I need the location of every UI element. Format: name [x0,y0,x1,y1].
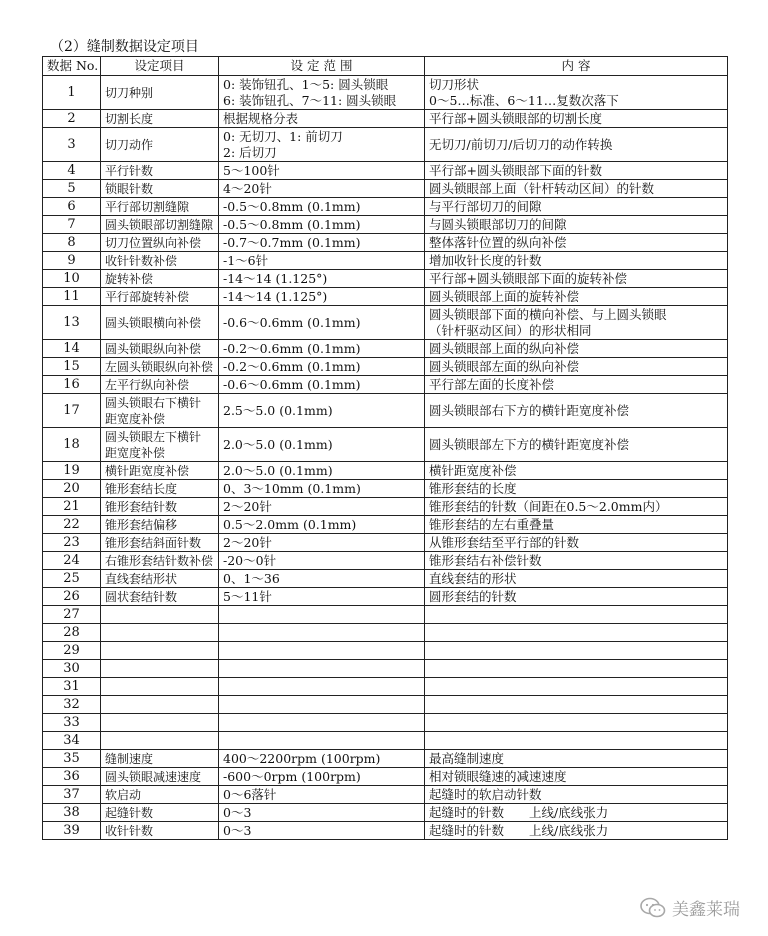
setting-item-cell [101,606,219,624]
setting-range-cell-line: -0.2～0.6mm (0.1mm) [223,358,361,374]
setting-range-cell-line: 2～20针 [223,534,272,550]
table-row [43,76,728,110]
data-no-cell: 35 [43,750,101,768]
setting-item-cell [101,696,219,714]
setting-item-cell-line: 圆头锁眼减速速度 [105,769,202,784]
table-row [43,534,728,552]
setting-range-cell [219,678,425,696]
setting-range-cell-line: 4～20针 [223,180,272,196]
setting-range-cell [219,376,425,394]
setting-item-cell [101,428,219,462]
data-no-cell: 28 [43,624,101,642]
setting-item-cell-line: 直线套结形状 [105,571,178,586]
content-cell [425,358,728,376]
setting-item-cell-line: 右锥形套结针数补偿 [105,553,214,568]
content-cell-line: 直线套结的形状 [429,570,517,586]
table-row [43,110,728,128]
table-row [43,624,728,642]
data-no-cell: 27 [43,606,101,624]
setting-range-cell [219,428,425,462]
table-row [43,804,728,822]
data-no-cell: 38 [43,804,101,822]
data-no-cell: 24 [43,552,101,570]
table-row [43,750,728,768]
setting-item-cell [101,162,219,180]
setting-range-cell [219,696,425,714]
content-cell [425,768,728,786]
data-no-cell: 32 [43,696,101,714]
setting-item-cell-line: 圆头锁眼部切割缝隙 [105,217,214,232]
table-row [43,498,728,516]
setting-range-cell-line: -0.2～0.6mm (0.1mm) [223,340,361,356]
setting-item-cell [101,270,219,288]
content-cell-line: 切刀形状 [429,76,480,92]
content-cell [425,678,728,696]
content-cell-line: 平行部+圆头锁眼部下面的旋转补偿 [429,270,627,286]
setting-item-cell-line: 切刀动作 [105,137,154,152]
table-row [43,198,728,216]
setting-item-cell [101,340,219,358]
setting-item-cell [101,534,219,552]
data-no-cell: 16 [43,376,101,394]
content-cell-line: 增加收针长度的针数 [429,252,542,268]
content-cell-line: 锥形套结的长度 [429,480,517,496]
setting-range-cell-line: 5～100针 [223,162,280,178]
table-row [43,642,728,660]
header-data-no: 数据 No. [43,57,101,76]
setting-item-cell [101,786,219,804]
setting-item-cell-line: 锥形套结偏移 [105,517,178,532]
setting-item-cell-line: 软启动 [105,787,142,802]
table-row [43,394,728,428]
setting-item-cell [101,552,219,570]
setting-range-cell-line: 2: 后切刀 [223,144,277,160]
header-setting-item: 设定项目 [101,57,219,76]
setting-item-cell [101,128,219,162]
content-cell [425,498,728,516]
data-no-cell: 5 [43,180,101,198]
content-cell-line: 锥形套结右补偿针数 [429,552,542,568]
data-no-cell: 31 [43,678,101,696]
setting-range-cell-line: -0.7～0.7mm (0.1mm) [223,234,361,250]
content-cell [425,588,728,606]
setting-item-cell-line: 切割长度 [105,111,154,126]
setting-item-cell-line: 左平行纵向补偿 [105,377,190,392]
setting-range-cell [219,642,425,660]
setting-item-cell [101,376,219,394]
content-cell [425,534,728,552]
data-no-cell: 20 [43,480,101,498]
content-cell-line: 锥形套结的左右重叠量 [429,516,555,532]
setting-range-cell [219,750,425,768]
setting-range-cell [219,516,425,534]
setting-item-cell [101,358,219,376]
setting-item-cell [101,216,219,234]
data-no-cell: 1 [43,76,101,110]
content-cell [425,822,728,840]
content-cell-line: 圆头锁眼部上面（针杆转动区间）的针数 [429,180,655,196]
setting-range-cell-line: -14～14 (1.125°) [223,288,328,304]
setting-item-cell-line: 起缝针数 [105,805,154,820]
header-content: 内 容 [425,57,728,76]
content-cell [425,732,728,750]
setting-range-cell [219,340,425,358]
content-cell [425,660,728,678]
table-row [43,714,728,732]
setting-range-cell-line: 0: 装饰钮孔、1～5: 圆头锁眼 [223,76,389,92]
content-cell-line: 横针距宽度补偿 [429,462,517,478]
data-no-cell: 39 [43,822,101,840]
data-no-cell: 14 [43,340,101,358]
setting-item-cell [101,678,219,696]
content-cell [425,462,728,480]
setting-item-cell-line: 平行针数 [105,163,154,178]
content-cell-line: 整体落针位置的纵向补偿 [429,234,567,250]
setting-item-cell-line: 圆头锁眼横向补偿 [105,315,202,330]
content-cell [425,162,728,180]
setting-range-cell [219,180,425,198]
content-cell [425,394,728,428]
setting-range-cell-line: 6: 装饰钮孔、7～11: 圆头锁眼 [223,92,397,108]
table-row [43,606,728,624]
setting-item-cell-line: 缝制速度 [105,751,154,766]
table-row [43,340,728,358]
setting-range-cell-line: 0～6落针 [223,786,277,802]
data-no-cell: 3 [43,128,101,162]
setting-range-cell [219,606,425,624]
setting-range-cell [219,804,425,822]
setting-item-cell [101,288,219,306]
setting-range-cell [219,216,425,234]
setting-item-cell-line: 锥形套结斜面针数 [105,535,202,550]
content-cell-line: （针杆驱动区间）的形状相同 [429,322,592,338]
watermark-text: 美鑫莱瑞 [672,900,740,920]
setting-item-cell-line: 横针距宽度补偿 [105,463,190,478]
table-row [43,588,728,606]
page-heading: （2）缝制数据设定项目 [50,39,199,55]
content-cell-line: 锥形套结的针数（间距在0.5～2.0mm内） [429,498,668,514]
setting-range-cell-line: -600～0rpm (100rpm) [223,768,361,784]
setting-item-cell-line: 锥形套结长度 [105,481,178,496]
setting-item-cell-line: 锁眼针数 [105,181,154,196]
setting-range-cell [219,128,425,162]
table-row [43,462,728,480]
content-cell-line: 圆头锁眼部左面的纵向补偿 [429,358,580,374]
table-row [43,786,728,804]
setting-item-cell-line: 切刀种别 [105,85,154,100]
content-cell-line: 圆头锁眼部上面的旋转补偿 [429,288,580,304]
setting-range-cell [219,822,425,840]
table-row [43,768,728,786]
table-row [43,678,728,696]
content-cell-line: 圆形套结的针数 [429,588,517,604]
sewing-data-settings-table [42,56,728,840]
table-row [43,306,728,340]
setting-range-cell-line: 5～11针 [223,588,272,604]
content-cell [425,714,728,732]
setting-range-cell [219,498,425,516]
data-no-cell: 21 [43,498,101,516]
setting-item-cell [101,750,219,768]
setting-item-cell-line: 旋转补偿 [105,271,154,286]
setting-range-cell-line: -0.5～0.8mm (0.1mm) [223,198,361,214]
setting-item-cell [101,462,219,480]
setting-item-cell-line: 平行部旋转补偿 [105,289,190,304]
data-no-cell: 4 [43,162,101,180]
table-row [43,428,728,462]
table-row [43,162,728,180]
setting-item-cell-line: 切刀位置纵向补偿 [105,235,202,250]
table-row [43,696,728,714]
content-cell [425,606,728,624]
setting-range-cell-line: -1～6针 [223,252,269,268]
setting-range-cell [219,76,425,110]
setting-item-cell [101,660,219,678]
content-cell [425,480,728,498]
data-no-cell: 18 [43,428,101,462]
content-cell [425,376,728,394]
setting-range-cell-line: 2.5～5.0 (0.1mm) [223,402,333,418]
setting-range-cell [219,588,425,606]
setting-range-cell [219,552,425,570]
content-cell-line: 与圆头锁眼部切刀的间隙 [429,216,567,232]
content-cell-line: 圆头锁眼部左下方的横针距宽度补偿 [429,436,630,452]
content-cell [425,786,728,804]
setting-range-cell-line: 0～3 [223,822,252,838]
content-cell-line: 平行部左面的长度补偿 [429,376,555,392]
setting-item-cell [101,822,219,840]
setting-item-cell [101,642,219,660]
table-row [43,516,728,534]
data-no-cell: 26 [43,588,101,606]
data-no-cell: 19 [43,462,101,480]
table-row [43,570,728,588]
data-no-cell: 17 [43,394,101,428]
content-cell-line: 0～5…标准、6～11…复数次落下 [429,92,619,108]
setting-range-cell [219,732,425,750]
setting-range-cell [219,480,425,498]
setting-item-cell [101,76,219,110]
setting-range-cell [219,110,425,128]
setting-item-cell [101,394,219,428]
content-cell-line: 平行部+圆头锁眼部的切割长度 [429,110,602,126]
setting-range-cell [219,534,425,552]
table-row [43,480,728,498]
content-cell [425,110,728,128]
setting-range-cell-line: 0.5～2.0mm (0.1mm) [223,516,357,532]
setting-range-cell-line: 0、1～36 [223,570,280,586]
watermark [640,895,740,920]
data-no-cell: 37 [43,786,101,804]
setting-range-cell-line: 2.0～5.0 (0.1mm) [223,462,333,478]
setting-range-cell [219,768,425,786]
setting-item-cell [101,732,219,750]
table-row [43,822,728,840]
setting-range-cell [219,306,425,340]
data-no-cell: 9 [43,252,101,270]
content-cell-line: 圆头锁眼部右下方的横针距宽度补偿 [429,402,630,418]
setting-item-cell-line: 锥形套结针数 [105,499,178,514]
header-setting-range: 设 定 范 围 [219,57,425,76]
setting-item-cell [101,588,219,606]
content-cell-line: 平行部+圆头锁眼部下面的针数 [429,162,602,178]
content-cell [425,428,728,462]
setting-range-cell-line: 0～3 [223,804,252,820]
data-no-cell: 29 [43,642,101,660]
content-cell [425,216,728,234]
data-no-cell: 6 [43,198,101,216]
setting-range-cell-line: 400～2200rpm (100rpm) [223,750,381,766]
content-cell-line: 圆头锁眼部上面的纵向补偿 [429,340,580,356]
content-cell [425,180,728,198]
setting-item-cell [101,768,219,786]
setting-item-cell [101,804,219,822]
setting-item-cell-line: 距宽度补偿 [105,411,166,426]
content-cell [425,750,728,768]
setting-item-cell [101,252,219,270]
setting-item-cell [101,110,219,128]
content-cell-line: 起缝时的针数 上线/底线张力 [429,804,609,820]
setting-range-cell [219,234,425,252]
setting-range-cell-line: -0.6～0.6mm (0.1mm) [223,314,361,330]
setting-range-cell [219,660,425,678]
table-row [43,234,728,252]
content-cell [425,270,728,288]
setting-item-cell-line: 圆头锁眼右下横针 [105,395,202,410]
content-cell [425,76,728,110]
content-cell [425,516,728,534]
setting-range-cell-line: 根据规格分表 [223,110,299,126]
setting-item-cell [101,714,219,732]
data-no-cell: 25 [43,570,101,588]
table-row [43,128,728,162]
data-no-cell: 34 [43,732,101,750]
setting-item-cell-line: 收针针数补偿 [105,253,178,268]
setting-range-cell [219,394,425,428]
setting-range-cell [219,288,425,306]
setting-item-cell [101,570,219,588]
content-cell [425,624,728,642]
data-no-cell: 30 [43,660,101,678]
setting-item-cell [101,498,219,516]
content-cell-line: 与平行部切刀的间隙 [429,198,542,214]
setting-range-cell [219,198,425,216]
table-row [43,660,728,678]
setting-range-cell [219,252,425,270]
content-cell [425,642,728,660]
data-no-cell: 2 [43,110,101,128]
data-no-cell: 11 [43,288,101,306]
setting-item-cell [101,516,219,534]
setting-range-cell [219,358,425,376]
table-header-row [43,57,728,76]
setting-range-cell-line: -14～14 (1.125°) [223,270,328,286]
content-cell [425,234,728,252]
setting-range-cell [219,162,425,180]
table-body [43,76,728,840]
content-cell [425,252,728,270]
table-row [43,180,728,198]
data-no-cell: 13 [43,306,101,340]
data-no-cell: 8 [43,234,101,252]
content-cell [425,804,728,822]
content-cell [425,696,728,714]
setting-item-cell-line: 圆头锁眼左下横针 [105,429,202,444]
data-no-cell: 36 [43,768,101,786]
content-cell [425,306,728,340]
content-cell-line: 最高缝制速度 [429,750,505,766]
setting-range-cell [219,624,425,642]
setting-item-cell-line: 距宽度补偿 [105,445,166,460]
setting-item-cell [101,624,219,642]
content-cell [425,570,728,588]
data-no-cell: 10 [43,270,101,288]
table-row [43,216,728,234]
content-cell-line: 相对锁眼缝速的减速速度 [429,768,567,784]
setting-range-cell [219,714,425,732]
wechat-icon [640,897,666,919]
setting-item-cell [101,306,219,340]
table-row [43,270,728,288]
setting-item-cell [101,480,219,498]
setting-range-cell-line: -0.6～0.6mm (0.1mm) [223,376,361,392]
content-cell [425,128,728,162]
content-cell-line: 圆头锁眼部下面的横向补偿、与上圆头锁眼 [429,306,667,322]
content-cell-line: 从锥形套结至平行部的针数 [429,534,580,550]
setting-range-cell-line: 0、3～10mm (0.1mm) [223,480,361,496]
setting-item-cell [101,198,219,216]
setting-range-cell-line: -20～0针 [223,552,277,568]
content-cell [425,288,728,306]
setting-range-cell [219,570,425,588]
table-row [43,288,728,306]
table-row [43,732,728,750]
setting-range-cell-line: 2.0～5.0 (0.1mm) [223,436,333,452]
setting-item-cell-line: 收针针数 [105,823,154,838]
setting-item-cell-line: 左圆头锁眼纵向补偿 [105,359,214,374]
setting-range-cell-line: 0: 无切刀、1: 前切刀 [223,128,343,144]
table-row [43,252,728,270]
data-no-cell: 23 [43,534,101,552]
setting-range-cell [219,270,425,288]
setting-range-cell [219,462,425,480]
setting-item-cell-line: 圆状套结针数 [105,589,178,604]
table-row [43,358,728,376]
content-cell-line: 起缝时的软启动针数 [429,786,542,802]
data-no-cell: 7 [43,216,101,234]
content-cell [425,552,728,570]
data-no-cell: 15 [43,358,101,376]
table-row [43,552,728,570]
content-cell-line: 无切刀/前切刀/后切刀的动作转换 [429,136,613,152]
setting-item-cell-line: 圆头锁眼纵向补偿 [105,341,202,356]
table-row [43,376,728,394]
setting-item-cell [101,180,219,198]
data-no-cell: 33 [43,714,101,732]
setting-item-cell-line: 平行部切割缝隙 [105,199,190,214]
content-cell-line: 起缝时的针数 上线/底线张力 [429,822,609,838]
data-no-cell: 22 [43,516,101,534]
setting-range-cell-line: 2～20针 [223,498,272,514]
content-cell [425,340,728,358]
setting-range-cell-line: -0.5～0.8mm (0.1mm) [223,216,361,232]
setting-item-cell [101,234,219,252]
setting-range-cell [219,786,425,804]
content-cell [425,198,728,216]
